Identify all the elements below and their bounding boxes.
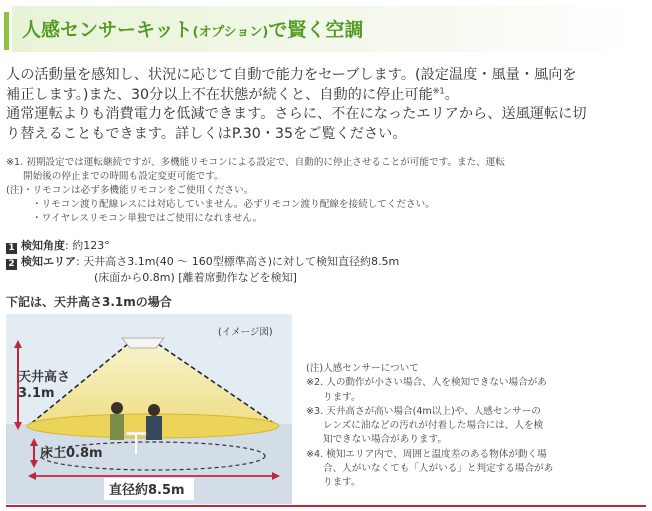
title-option: (オプション) [192, 25, 269, 40]
spec-item-area [6, 254, 399, 270]
spec-list [6, 238, 399, 285]
sensor-notes-title: (注)人感センサーについて [306, 363, 419, 374]
ceiling-height-label: 天井高さ 3.1m [18, 370, 71, 401]
body-paragraph [6, 66, 646, 144]
sensor-diagram-graphic [6, 314, 292, 504]
spec-value-area: : 天井高さ3.1m(40 ～ 160型標準高さ)に対して検知直径約8.5m [76, 255, 400, 268]
person-2 [146, 416, 162, 440]
title-accent-bar [4, 12, 9, 50]
caution-3: ・ワイヤレスリモコン単独ではご使用になれません。 [32, 213, 263, 224]
diagram-caption: 下記は、天井高さ3.1mの場合 [6, 295, 172, 309]
table [126, 432, 146, 435]
section-title [22, 15, 363, 42]
caution-1: (注)・リモコンは必ず多機能リモコンをご使用ください。 [6, 185, 254, 196]
spec-value-area-line-2: (床面から0.8m) [離着席動作などを検知] [94, 271, 297, 284]
note-4-line-3: ります。 [323, 477, 361, 489]
image-note: (イメージ図) [218, 327, 273, 338]
body-line-4: り替えることもできます。詳しくはP.30・35をご覧ください。 [6, 125, 407, 142]
spec-item-angle [6, 238, 399, 254]
caution-2: ・リモコン渡り配線レスには対応していません。必ずリモコン渡り配線を接続してください。 [32, 199, 435, 210]
spec-label-angle: 検知角度 [21, 239, 65, 252]
person-1 [110, 414, 124, 440]
note-3-line-3: 知できない場合があります。 [323, 434, 447, 446]
spec-value-angle: : 約123° [65, 239, 110, 252]
body-line-2: 補正します。)また、30分以上不在状態が続くと、自動的に停止可能$^{※1}$。 [6, 85, 459, 103]
note-3-line-2: レンズに油などの汚れが付着した場合には、人を検 [323, 420, 544, 432]
person-2-head [148, 404, 160, 416]
note-2-line-1: ※2. 人の動作が小さい場合、人を検知できない場合があ [306, 377, 547, 389]
note-4-line-2: 合、人がいなくても「人がいる」と判定する場合があ [323, 463, 554, 475]
footnote-ref-1: ※1 [432, 85, 445, 95]
diameter-label: 直径約8.5m [109, 483, 185, 498]
footnote-1-line-2: 開始後の停止までの時間も設定変更可能です。 [23, 171, 224, 182]
sensor-notes [306, 362, 646, 491]
ceiling-sensor-unit [122, 338, 164, 348]
note-3-line-1: ※3. 天井高さが高い場合(4m以上)や、人感センサーの [306, 405, 541, 417]
person-1-head [111, 402, 123, 414]
note-4-line-1: ※4. 検知エリア内で、周囲と温度差のある物体が動く場 [306, 448, 547, 460]
footnote-1-line-1: ※1. 初期設定では運転継続ですが、多機能リモコンによる設定で、自動的に停止させることが可能です。また、運転 [6, 157, 505, 168]
title-main: 人感センサーキット [22, 19, 193, 41]
body-line-1: 人の活動量を感知し、状況に応じて自動で能力をセーブします。(設定温度・風量・風向を [6, 67, 577, 83]
title-suffix: で賢く空調 [268, 19, 364, 41]
spec-label-area: 検知エリア [21, 255, 76, 268]
number-badge-1: 1 [6, 243, 17, 254]
bottom-divider [6, 505, 646, 507]
sensor-diagram [6, 314, 292, 504]
body-line-3: 通常運転よりも消費電力を低減できます。さらに、不在になったエリアから、送風運転に切 [6, 106, 587, 122]
note-2-line-2: ります。 [323, 391, 361, 403]
number-badge-2: 2 [6, 259, 17, 270]
floor-height-label: 床上0.8m [40, 446, 103, 461]
footnotes [6, 156, 646, 226]
